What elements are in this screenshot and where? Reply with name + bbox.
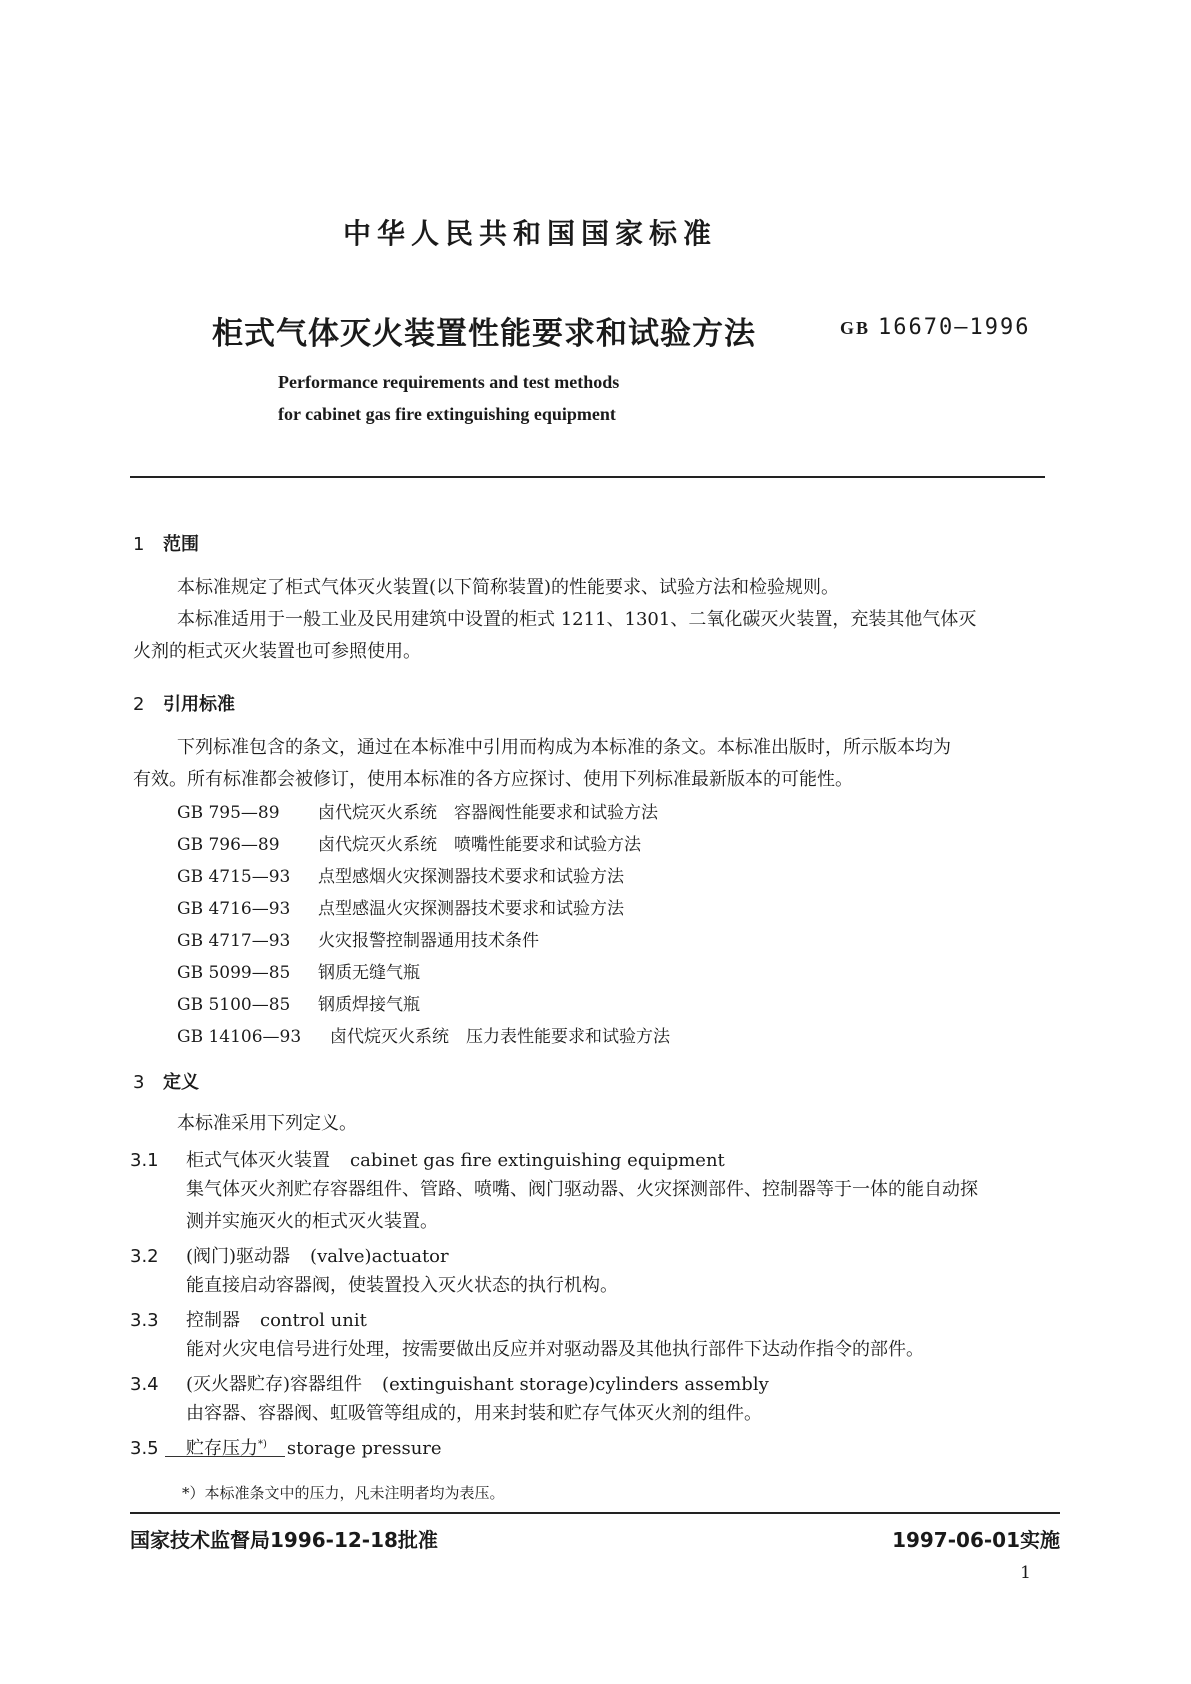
term-en: control unit: [260, 1310, 367, 1331]
term-cn: 控制器: [186, 1310, 240, 1331]
reference-item: [177, 830, 641, 855]
reference-code: GB 4716—93: [177, 899, 291, 919]
document-title-cn: 柜式气体灭火装置性能要求和试验方法: [212, 316, 756, 352]
reference-title: 点型感温火灾探测器技术要求和试验方法: [318, 899, 624, 919]
term-number: 3.3: [130, 1310, 159, 1331]
footnote-text: *）本标准条文中的压力，凡未注明者均为表压。: [182, 1484, 505, 1502]
section-2-heading: [133, 690, 235, 716]
term-cn: (灭火器贮存)容器组件: [186, 1374, 363, 1395]
section-3-heading: [133, 1068, 199, 1094]
term-definition: 能对火灾电信号进行处理，按需要做出反应并对驱动器及其他执行部件下达动作指令的部件。: [186, 1339, 924, 1360]
reference-item: [177, 990, 420, 1015]
definition-term: [130, 1146, 725, 1172]
term-definition: 能直接启动容器阀，使装置投入灭火状态的执行机构。: [186, 1275, 618, 1296]
section-number: 3: [133, 1072, 145, 1093]
term-cn: 贮存压力: [186, 1438, 258, 1459]
section-title: 引用标准: [163, 694, 235, 715]
section-1-paragraph-1: 本标准规定了柜式气体灭火装置(以下简称装置)的性能要求、试验方法和检验规则。: [177, 577, 840, 598]
standard-code: 16670—1996: [878, 315, 1031, 340]
reference-code: GB 4717—93: [177, 931, 291, 951]
section-title: 定义: [163, 1072, 199, 1093]
reference-code: GB 14106—93: [177, 1027, 302, 1047]
definition-term: [130, 1242, 449, 1268]
page-number: 1: [1020, 1563, 1031, 1583]
effective-date: 1997-06-01实施: [892, 1528, 1060, 1552]
reference-title: 钢质无缝气瓶: [318, 963, 420, 983]
term-en: (extinguishant storage)cylinders assembly: [382, 1374, 769, 1395]
section-2-paragraph-line1: 下列标准包含的条文，通过在本标准中引用而构成为本标准的条文。本标准出版时，所示版本均为: [177, 737, 951, 758]
reference-title: 卤代烷灭火系统 压力表性能要求和试验方法: [330, 1027, 670, 1047]
reference-code: GB 4715—93: [177, 867, 291, 887]
section-3-intro: 本标准采用下列定义。: [177, 1113, 357, 1134]
section-1-paragraph-2-line2: 火剂的柜式灭火装置也可参照使用。: [133, 641, 421, 662]
reference-code: GB 796—89: [177, 835, 280, 855]
reference-item: [177, 926, 539, 951]
term-en: (valve)actuator: [310, 1246, 449, 1267]
section-1-paragraph-2-line1: 本标准适用于一般工业及民用建筑中设置的柜式 1211、1301、二氧化碳灭火装置，充装其他气体灭: [177, 609, 977, 630]
term-en: storage pressure: [286, 1438, 442, 1459]
standard-prefix: GB: [840, 318, 871, 338]
section-title: 范围: [163, 534, 199, 555]
reference-title: 钢质焊接气瓶: [318, 995, 420, 1015]
term-number: 3.5: [130, 1438, 159, 1459]
reference-title: 火灾报警控制器通用技术条件: [318, 931, 539, 951]
reference-item: [177, 798, 658, 823]
term-definition-line2: 测并实施灭火的柜式灭火装置。: [186, 1211, 438, 1232]
header-divider: [130, 476, 1045, 478]
term-cn: (阀门)驱动器: [186, 1246, 291, 1267]
reference-item: [177, 958, 420, 983]
section-2-paragraph-line2: 有效。所有标准都会被修订，使用本标准的各方应探讨、使用下列标准最新版本的可能性。: [133, 769, 853, 790]
section-number: 2: [133, 694, 145, 715]
footnote-divider: [165, 1456, 285, 1457]
section-1-heading: [133, 530, 199, 556]
footnote-marker: *): [258, 1439, 267, 1450]
term-number: 3.4: [130, 1374, 159, 1395]
term-definition: 由容器、容器阀、虹吸管等组成的，用来封装和贮存气体灭火剂的组件。: [186, 1403, 762, 1424]
approval-date: 国家技术监督局1996-12-18批准: [130, 1528, 438, 1552]
term-number: 3.2: [130, 1246, 159, 1267]
definition-term: [130, 1370, 769, 1396]
reference-item: [177, 862, 624, 887]
term-definition-line1: 集气体灭火剂贮存容器组件、管路、喷嘴、阀门驱动器、火灾探测部件、控制器等于一体的能自动探: [186, 1179, 978, 1200]
standard-number: [840, 315, 1030, 340]
reference-title: 卤代烷灭火系统 喷嘴性能要求和试验方法: [318, 835, 641, 855]
document-title-en-line1: Performance requirements and test methods: [278, 372, 620, 392]
reference-code: GB 5100—85: [177, 995, 291, 1015]
term-number: 3.1: [130, 1150, 159, 1171]
term-cn: 柜式气体灭火装置: [186, 1150, 330, 1171]
reference-code: GB 795—89: [177, 803, 280, 823]
reference-item: [177, 894, 624, 919]
reference-code: GB 5099—85: [177, 963, 291, 983]
national-standard-heading: 中华人民共和国国家标准: [342, 217, 717, 250]
definition-term: [130, 1306, 367, 1332]
reference-title: 卤代烷灭火系统 容器阀性能要求和试验方法: [318, 803, 658, 823]
document-title-en-line2: for cabinet gas fire extinguishing equipment: [278, 404, 616, 424]
footer-divider: [130, 1512, 1060, 1514]
reference-item: [177, 1022, 670, 1047]
term-en: cabinet gas fire extinguishing equipment: [350, 1150, 725, 1171]
reference-title: 点型感烟火灾探测器技术要求和试验方法: [318, 867, 624, 887]
section-number: 1: [133, 534, 145, 555]
